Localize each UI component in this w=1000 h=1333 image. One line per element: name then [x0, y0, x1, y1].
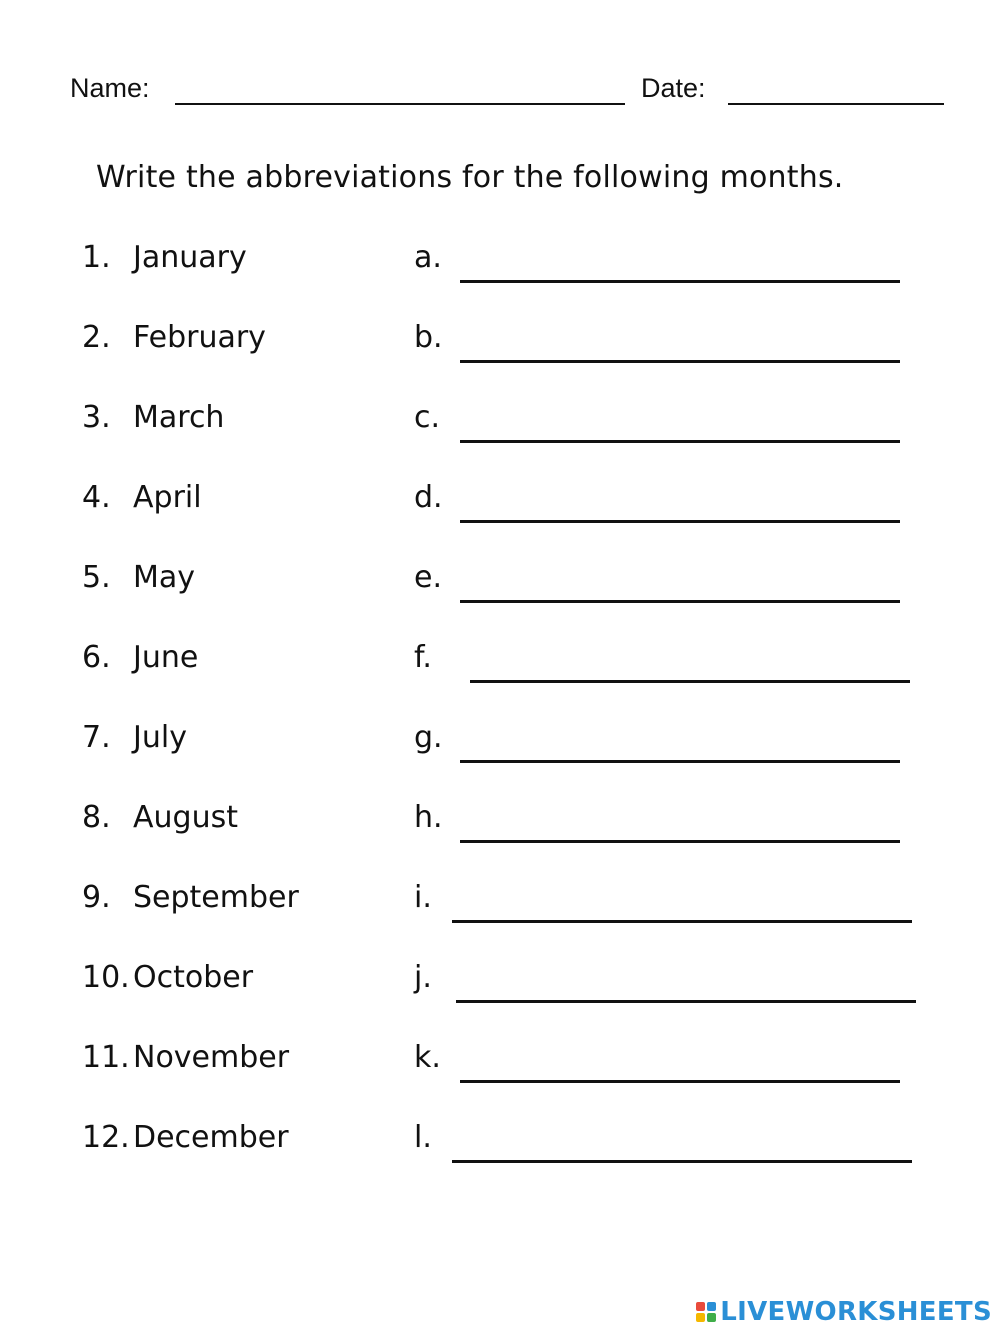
answer-letter: c.: [414, 400, 441, 435]
answer-input[interactable]: [460, 580, 900, 603]
month-name: August: [133, 800, 238, 835]
question-number: 11.: [82, 1040, 130, 1075]
answer-letter: f.: [414, 640, 432, 675]
question-row: [0, 312, 1000, 362]
answer-input[interactable]: [460, 500, 900, 523]
month-name: July: [133, 720, 187, 755]
question-number: 2.: [82, 320, 111, 355]
answer-input[interactable]: [470, 660, 910, 683]
question-row: [0, 232, 1000, 282]
logo-square-yellow: [696, 1313, 705, 1322]
question-number: 5.: [82, 560, 111, 595]
name-label: Name:: [70, 73, 150, 103]
answer-input[interactable]: [460, 260, 900, 283]
month-name: February: [133, 320, 266, 355]
question-number: 12.: [82, 1120, 130, 1155]
answer-letter: a.: [414, 240, 442, 275]
answer-letter: e.: [414, 560, 442, 595]
question-row: [0, 472, 1000, 522]
month-name: June: [133, 640, 199, 675]
answer-letter: l.: [414, 1120, 432, 1155]
month-name: October: [133, 960, 254, 995]
answer-input[interactable]: [460, 340, 900, 363]
liveworksheets-logo-icon: [696, 1302, 716, 1322]
question-number: 10.: [82, 960, 130, 995]
question-row: [0, 792, 1000, 842]
answer-input[interactable]: [460, 420, 900, 443]
month-name: December: [133, 1120, 289, 1155]
question-number: 9.: [82, 880, 111, 915]
question-row: [0, 712, 1000, 762]
answer-letter: g.: [414, 720, 443, 755]
question-number: 1.: [82, 240, 111, 275]
answer-letter: b.: [414, 320, 443, 355]
date-label: Date:: [641, 73, 706, 103]
question-row: [0, 552, 1000, 602]
answer-letter: h.: [414, 800, 443, 835]
date-line[interactable]: [728, 103, 944, 105]
logo-square-red: [696, 1302, 705, 1311]
question-row: [0, 872, 1000, 922]
month-name: November: [133, 1040, 290, 1075]
question-number: 6.: [82, 640, 111, 675]
worksheet-header: [70, 70, 950, 110]
brand-text: LIVEWORKSHEETS: [720, 1297, 992, 1327]
question-row: [0, 1032, 1000, 1082]
logo-square-blue: [707, 1302, 716, 1311]
answer-letter: j.: [414, 960, 432, 995]
month-name: April: [133, 480, 202, 515]
answer-letter: d.: [414, 480, 443, 515]
answer-input[interactable]: [456, 980, 916, 1003]
answer-letter: k.: [414, 1040, 441, 1075]
question-row: [0, 952, 1000, 1002]
month-name: January: [133, 240, 247, 275]
question-number: 7.: [82, 720, 111, 755]
answer-input[interactable]: [460, 820, 900, 843]
question-row: [0, 632, 1000, 682]
question-row: [0, 1112, 1000, 1162]
question-row: [0, 392, 1000, 442]
instruction-text: Write the abbreviations for the following months.: [96, 160, 844, 195]
month-name: March: [133, 400, 225, 435]
question-number: 3.: [82, 400, 111, 435]
month-name: September: [133, 880, 299, 915]
logo-square-green: [707, 1313, 716, 1322]
answer-letter: i.: [414, 880, 432, 915]
liveworksheets-brand: [696, 1297, 992, 1327]
answer-input[interactable]: [460, 1060, 900, 1083]
answer-input[interactable]: [452, 900, 912, 923]
answer-input[interactable]: [452, 1140, 912, 1163]
question-number: 4.: [82, 480, 111, 515]
question-number: 8.: [82, 800, 111, 835]
name-line[interactable]: [175, 103, 625, 105]
answer-input[interactable]: [460, 740, 900, 763]
month-name: May: [133, 560, 196, 595]
